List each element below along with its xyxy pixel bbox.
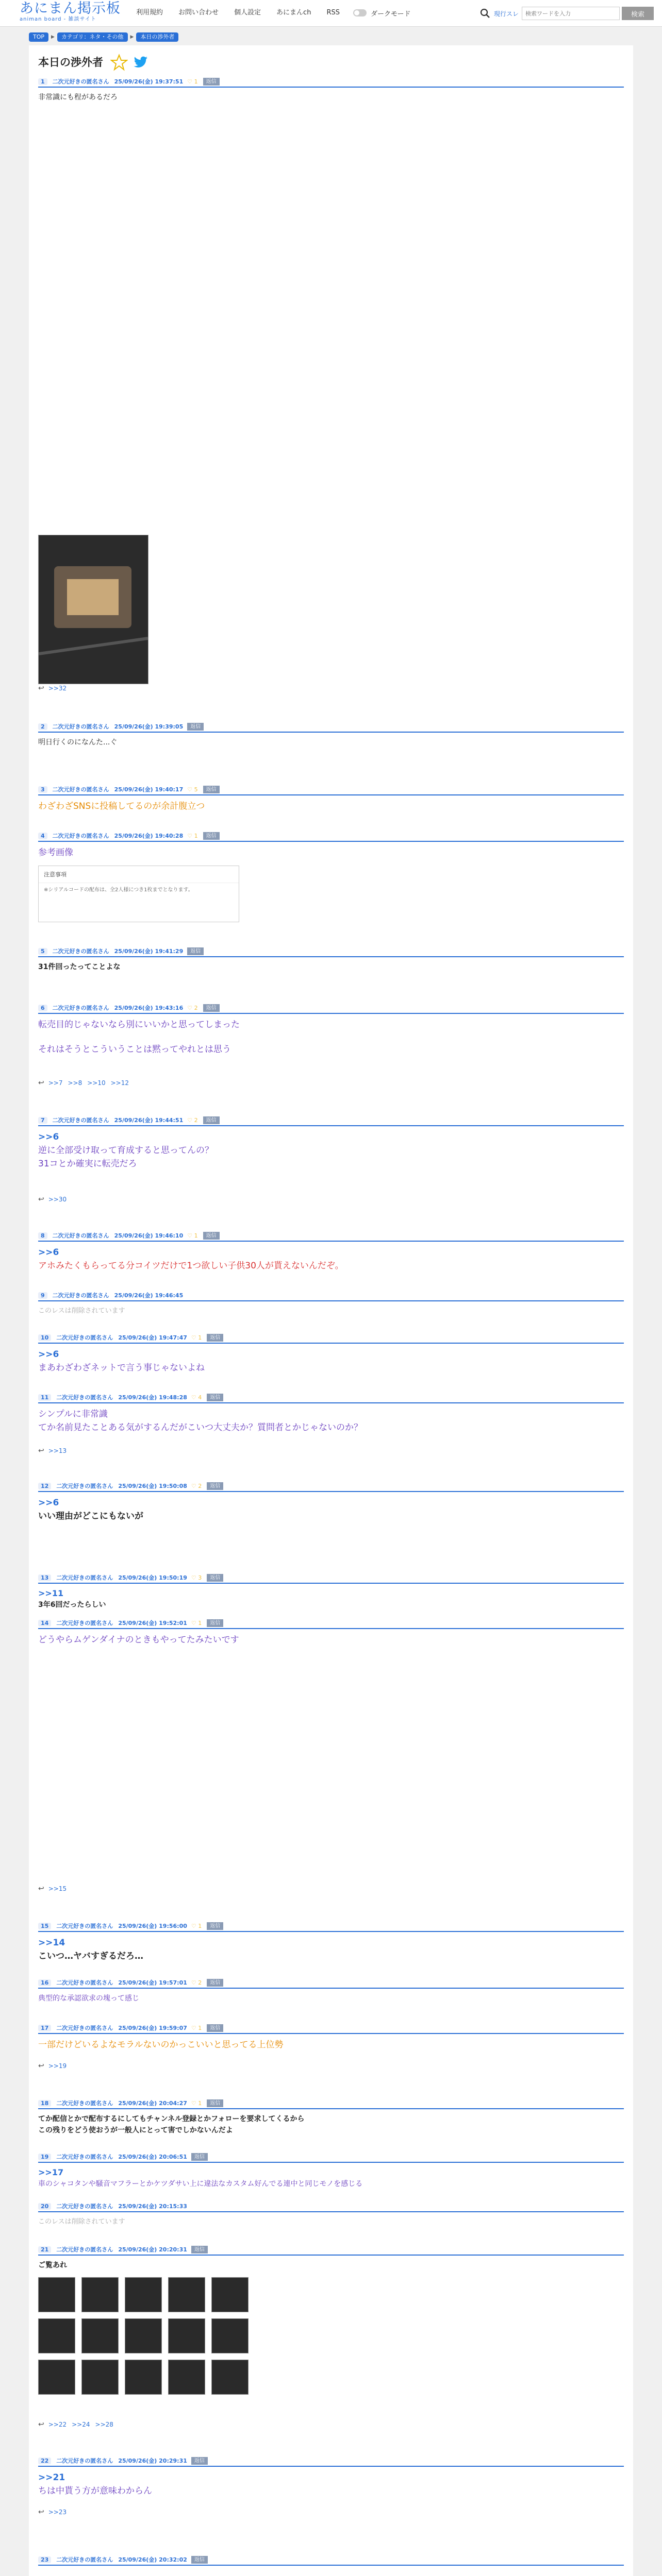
reference-image-notice[interactable] — [38, 866, 239, 922]
gallery-thumbnail[interactable] — [125, 2360, 162, 2395]
post-header — [38, 785, 624, 795]
post-author: 二次元好きの匿名さん — [56, 1620, 113, 1626]
like-icon[interactable]: ♡ 5 — [187, 786, 198, 793]
post-number[interactable]: 1 — [38, 78, 47, 85]
like-count: 2 — [194, 1004, 198, 1011]
post-3 — [38, 785, 624, 813]
like-count: 1 — [198, 1922, 202, 1929]
reply-arrow-icon: ↩ — [38, 1195, 44, 1204]
like-icon[interactable]: ♡ 1 — [191, 1922, 202, 1929]
post-body: 非常識にも程があるだろ — [38, 93, 118, 101]
post-author: 二次元好きの匿名さん — [56, 1483, 113, 1489]
reply-links — [38, 1447, 72, 1455]
post-body: どうやらムゲンダイナのときもやってたみたいです — [38, 1635, 239, 1645]
post-2 — [38, 722, 624, 748]
reply-arrow-icon: ↩ — [38, 2508, 44, 2516]
post-20 — [38, 2202, 624, 2228]
post-number[interactable]: 11 — [38, 1394, 51, 1401]
breadcrumb-current: 本日の渉外者 — [136, 32, 178, 42]
post-header — [38, 2024, 624, 2034]
post-anchor[interactable]: >>6 — [38, 1498, 59, 1508]
reply-link[interactable]: >>10 — [87, 1079, 106, 1087]
post-date: 25/09/26(金) 20:29:31 — [118, 2458, 187, 2464]
reply-links — [38, 1079, 134, 1087]
post-date: 25/09/26(金) 19:40:28 — [114, 833, 184, 839]
post-anchor[interactable]: >>17 — [38, 2167, 64, 2177]
post-number[interactable]: 6 — [38, 1005, 47, 1011]
post-date: 25/09/26(金) 19:48:28 — [118, 1394, 187, 1401]
post-date: 25/09/26(金) 20:32:02 — [118, 2556, 187, 2563]
post-header — [38, 832, 624, 842]
reply-arrow-icon: ↩ — [38, 1079, 44, 1087]
like-icon[interactable]: ♡ 4 — [191, 1394, 202, 1401]
like-count: 1 — [194, 1232, 198, 1239]
toggle-switch-icon[interactable] — [353, 9, 367, 16]
nav-contact[interactable]: お問い合わせ — [178, 9, 219, 16]
post-header — [38, 1978, 624, 1989]
notice-title: 注意事項 — [44, 871, 67, 878]
post-author: 二次元好きの匿名さん — [52, 1117, 109, 1124]
post-body: 一部だけどいるよなモラルないのかっこいいと思ってる上位勢 — [38, 2040, 284, 2050]
search-scope-select[interactable]: 現行スレ — [494, 10, 519, 18]
reply-links — [38, 1885, 72, 1893]
post-body: シンプルに非常識 — [38, 1409, 108, 1419]
post-body: 明日行くのになんた...ぐ — [38, 738, 118, 747]
like-icon[interactable]: ♡ 1 — [191, 1334, 202, 1341]
post-header — [38, 1333, 624, 1344]
reply-link[interactable]: >>19 — [48, 2062, 67, 2070]
gallery-thumbnail[interactable] — [125, 2318, 162, 2353]
post-header — [38, 1231, 624, 1242]
post-header — [38, 2099, 624, 2109]
reply-button[interactable]: 返信 — [203, 1232, 220, 1240]
post-number[interactable]: 10 — [38, 1334, 51, 1341]
like-count: 2 — [194, 1116, 198, 1124]
like-count: 2 — [198, 1979, 202, 1986]
post-number[interactable]: 4 — [38, 833, 47, 839]
post-5 — [38, 947, 624, 973]
post-anchor[interactable]: >>14 — [38, 1938, 65, 1948]
reply-link[interactable]: >>15 — [48, 1885, 67, 1892]
post-date: 25/09/26(金) 19:59:07 — [118, 2025, 187, 2031]
reply-link[interactable]: >>23 — [48, 2509, 67, 2516]
post-header — [38, 1393, 624, 1403]
post-15 — [38, 1922, 624, 1963]
gallery-thumbnail[interactable] — [81, 2318, 119, 2353]
gallery-thumbnail[interactable] — [81, 2277, 119, 2312]
post-author: 二次元好きの匿名さん — [52, 833, 109, 839]
post-header — [38, 77, 624, 88]
post-number[interactable]: 17 — [38, 2025, 51, 2031]
notice-body: ※シリアルコードの配布は、全2人様につき1枚までとなります。 — [39, 883, 239, 897]
post-header — [38, 1573, 624, 1584]
reply-button[interactable]: 返信 — [203, 78, 220, 86]
post-body: ご覧あれ — [38, 2261, 67, 2269]
post-header — [38, 1482, 624, 1492]
like-count: 2 — [198, 1482, 202, 1489]
post-anchor[interactable]: >>6 — [38, 1247, 59, 1258]
post-anchor[interactable]: >>6 — [38, 1132, 59, 1142]
reply-link[interactable]: >>28 — [95, 2421, 113, 2428]
nav-rss[interactable]: RSS — [326, 9, 340, 16]
reply-link[interactable]: >>22 — [48, 2421, 67, 2428]
post-17 — [38, 2024, 624, 2052]
post-date: 25/09/26(金) 19:52:01 — [118, 1620, 187, 1626]
reply-link[interactable]: >>7 — [48, 1079, 63, 1087]
post-21 — [38, 2245, 624, 2271]
post-header — [38, 722, 624, 733]
reply-link[interactable]: >>24 — [72, 2421, 90, 2428]
reply-button[interactable]: 返信 — [187, 947, 204, 955]
like-count: 3 — [198, 1574, 202, 1581]
gallery-thumbnail[interactable] — [168, 2360, 205, 2395]
post-date: 25/09/26(金) 19:40:17 — [114, 786, 184, 793]
post-22 — [38, 2456, 624, 2498]
reply-link[interactable]: >>8 — [68, 1079, 82, 1087]
post-date: 25/09/26(金) 19:43:16 — [114, 1005, 184, 1011]
post-number[interactable]: 9 — [38, 1292, 47, 1299]
post-header — [38, 1291, 624, 1301]
like-icon[interactable]: ♡ 2 — [187, 1116, 198, 1124]
post-number[interactable]: 2 — [38, 723, 47, 730]
post-date: 25/09/26(金) 20:15:33 — [118, 2203, 187, 2210]
like-icon[interactable]: ♡ 1 — [191, 1619, 202, 1626]
post-date: 25/09/26(金) 19:46:10 — [114, 1232, 184, 1239]
post-number[interactable]: 18 — [38, 2100, 51, 2107]
post-1 — [38, 77, 624, 103]
reply-button[interactable]: 返信 — [207, 2099, 223, 2107]
reply-button[interactable]: 返信 — [207, 1482, 223, 1490]
post-body: 3年6回だったらしい — [38, 1601, 106, 1609]
post-number[interactable]: 3 — [38, 786, 47, 793]
reply-button[interactable]: 返信 — [203, 832, 220, 840]
breadcrumb — [29, 32, 178, 42]
post-9 — [38, 1291, 624, 1317]
main-nav — [136, 7, 410, 19]
deleted-notice: このレスは削除されています — [38, 1307, 125, 1315]
post-19 — [38, 2153, 624, 2190]
reply-button[interactable]: 返信 — [207, 1619, 223, 1627]
post-number[interactable]: 5 — [38, 948, 47, 955]
post-date: 25/09/26(金) 20:04:27 — [118, 2100, 187, 2107]
reply-button[interactable]: 返信 — [207, 1979, 223, 1987]
reply-link[interactable]: >>32 — [48, 685, 67, 692]
reply-button[interactable]: 返信 — [207, 1574, 223, 1582]
reply-links — [38, 2508, 72, 2516]
photo-icon — [39, 535, 148, 684]
site-logo[interactable] — [20, 1, 138, 25]
post-date: 25/09/26(金) 20:06:51 — [118, 2154, 187, 2160]
post-author: 二次元好きの匿名さん — [52, 1005, 109, 1011]
reply-links — [38, 2420, 119, 2429]
chevron-right-icon: ▶ — [130, 35, 134, 40]
reply-arrow-icon: ↩ — [38, 1447, 44, 1455]
gallery-thumbnail[interactable] — [38, 2277, 75, 2312]
post-body: てか配信とかで配布するにしてもチャンネル登録とかフォローを要求してくるから — [38, 2115, 305, 2123]
post-date: 25/09/26(金) 19:47:47 — [118, 1334, 187, 1341]
gallery-thumbnail[interactable] — [211, 2318, 249, 2353]
reply-button[interactable]: 返信 — [207, 1922, 223, 1930]
post-body: 転売目的じゃないなら別にいいかと思ってしまった — [38, 1020, 240, 1030]
post-11 — [38, 1393, 624, 1434]
post-author: 二次元好きの匿名さん — [56, 2458, 113, 2464]
twitter-share-icon[interactable] — [133, 56, 148, 69]
site-header — [0, 0, 662, 27]
like-count: 1 — [198, 1619, 202, 1626]
favorite-star-icon[interactable] — [110, 54, 128, 71]
like-icon[interactable]: ♡ 1 — [187, 78, 198, 85]
post-body: ちは中貰う方が意味わからん — [38, 2486, 152, 2496]
like-count: 1 — [194, 78, 198, 85]
post-header — [38, 1922, 624, 1932]
post-author: 二次元好きの匿名さん — [56, 1923, 113, 1929]
post-body: 31件回ったってことよな — [38, 963, 121, 971]
like-count: 1 — [194, 832, 198, 839]
post-body: こいつ…ヤバすぎるだろ… — [38, 1951, 143, 1961]
gallery-thumbnail[interactable] — [38, 2318, 75, 2353]
thread-container — [29, 45, 633, 2576]
like-count: 5 — [194, 786, 198, 793]
reply-link[interactable]: >>30 — [48, 1196, 67, 1203]
post-date: 25/09/26(金) 19:41:29 — [114, 948, 184, 955]
post-body: 車のシャコタンや騒音マフラーとかケツダサい上に違法なカスタム好んでる連中と同じモノを感じる — [38, 2180, 363, 2188]
reply-button[interactable]: 返信 — [187, 723, 204, 731]
post-author: 二次元好きの匿名さん — [56, 1334, 113, 1341]
dark-mode-label: ダークモード — [370, 10, 411, 18]
breadcrumb-top[interactable]: TOP — [29, 32, 48, 42]
like-icon[interactable]: ♡ 3 — [191, 1574, 202, 1581]
reply-arrow-icon: ↩ — [38, 2062, 44, 2070]
like-icon[interactable]: ♡ 1 — [187, 832, 198, 839]
gallery-thumbnail[interactable] — [211, 2277, 249, 2312]
gallery-thumbnail[interactable] — [168, 2277, 205, 2312]
post-anchor[interactable]: >>6 — [38, 1349, 59, 1360]
thread-title-row — [38, 54, 148, 71]
post-author: 二次元好きの匿名さん — [56, 1574, 113, 1581]
post-8 — [38, 1231, 624, 1273]
post-author: 二次元好きの匿名さん — [56, 1394, 113, 1401]
search-bar — [479, 6, 654, 21]
logo-title: あにまん掲示板 — [20, 1, 121, 16]
page-title: 本日の渉外者 — [38, 56, 103, 69]
gallery-thumbnail[interactable] — [211, 2360, 249, 2395]
post-anchor[interactable]: >>11 — [38, 1588, 64, 1598]
post-number[interactable]: 15 — [38, 1923, 51, 1929]
post-number[interactable]: 7 — [38, 1117, 47, 1124]
post-header — [38, 1116, 624, 1126]
post-header — [38, 2202, 624, 2212]
post-date: 25/09/26(金) 19:50:08 — [118, 1483, 187, 1489]
search-button[interactable]: 検索 — [622, 7, 654, 20]
reply-button[interactable]: 返信 — [203, 786, 220, 793]
post-body-line2: それはそうとこういうことは黙ってやれとは思う — [38, 1044, 231, 1055]
post-number[interactable]: 14 — [38, 1620, 51, 1626]
post-16 — [38, 1978, 624, 2004]
post-body: アホみたくもらってる分コイツだけで1つ欲しい子供30人が貰えないんだぞ。 — [38, 1261, 344, 1271]
post-body: 逆に全部受け取って育成すると思ってんの？ — [38, 1145, 213, 1156]
reply-links — [38, 2062, 72, 2070]
reply-links — [38, 1195, 72, 1204]
reply-arrow-icon: ↩ — [38, 1885, 44, 1893]
like-icon[interactable]: ♡ 1 — [187, 1232, 198, 1239]
reply-link[interactable]: >>12 — [110, 1079, 129, 1087]
reply-button[interactable]: 返信 — [191, 2246, 208, 2253]
logo-subtitle: animan board - 雑談サイト — [20, 16, 96, 22]
post-header — [38, 2153, 624, 2163]
post-18 — [38, 2099, 624, 2136]
post-author: 二次元好きの匿名さん — [52, 1232, 109, 1239]
nav-animanch[interactable]: あにまんch — [276, 9, 311, 16]
reply-button[interactable]: 返信 — [191, 2556, 208, 2564]
post-author: 二次元好きの匿名さん — [56, 1979, 113, 1986]
post-header — [38, 947, 624, 957]
post-13 — [38, 1573, 624, 1611]
like-icon[interactable]: ♡ 2 — [187, 1004, 198, 1011]
like-icon[interactable]: ♡ 2 — [191, 1482, 202, 1489]
post-body-line2: てか名前見たことある気がするんだがこいつ大丈夫か？質問者とかじゃないのか？ — [38, 1422, 362, 1433]
post-header — [38, 2245, 624, 2256]
post-header — [38, 1619, 624, 1629]
post-body: 参考画像 — [38, 848, 73, 858]
reply-link[interactable]: >>13 — [48, 1447, 67, 1454]
post-author: 二次元好きの匿名さん — [52, 948, 109, 955]
deleted-notice: このレスは削除されています — [38, 2218, 125, 2226]
post-author: 二次元好きの匿名さん — [56, 2556, 113, 2563]
post-7 — [38, 1116, 624, 1171]
reply-button[interactable]: 返信 — [207, 1394, 223, 1401]
nav-settings[interactable]: 個人設定 — [234, 9, 261, 16]
post-header — [38, 2555, 624, 2566]
like-count: 4 — [198, 1394, 202, 1401]
post-body: いい理由がどこにもないが — [38, 1511, 143, 1521]
post-date: 25/09/26(金) 19:57:01 — [118, 1979, 187, 1986]
post-image-thumbnail[interactable] — [38, 535, 148, 684]
reply-button[interactable]: 返信 — [207, 1334, 223, 1342]
reply-arrow-icon: ↩ — [38, 2420, 44, 2429]
post-body: わざわざSNSに投稿してるのが余計腹立つ — [38, 801, 205, 811]
dark-mode-toggle[interactable] — [353, 7, 410, 19]
post-number[interactable]: 23 — [38, 2556, 51, 2563]
post-6 — [38, 1004, 624, 1056]
gallery-thumbnail[interactable] — [168, 2318, 205, 2353]
post-date: 25/09/26(金) 19:39:05 — [114, 723, 184, 730]
post-body: 典型的な承認欲求の塊って感じ — [38, 1994, 139, 2003]
post-anchor[interactable]: >>21 — [38, 2472, 65, 2483]
post-body: まあわざわざネットで言う事じゃないよね — [38, 1363, 205, 1373]
post-number[interactable]: 8 — [38, 1232, 47, 1239]
post-author: 二次元好きの匿名さん — [52, 78, 109, 85]
post-number[interactable]: 19 — [38, 2154, 51, 2160]
reply-button[interactable]: 返信 — [207, 2024, 223, 2032]
reply-button[interactable]: 返信 — [203, 1004, 220, 1012]
post-author: 二次元好きの匿名さん — [52, 786, 109, 793]
post-body-line2: この残りをどう使おうが一般人にとって害でしかないんだよ — [38, 2126, 233, 2134]
post-author: 二次元好きの匿名さん — [52, 723, 109, 730]
post-12 — [38, 1482, 624, 1523]
breadcrumb-category[interactable]: カテゴリ：ネタ・その他 — [57, 32, 128, 42]
reply-button[interactable]: 返信 — [191, 2153, 208, 2161]
post-23 — [38, 2555, 624, 2566]
post-number[interactable]: 12 — [38, 1483, 51, 1489]
gallery-thumbnail[interactable] — [38, 2360, 75, 2395]
post-14 — [38, 1619, 624, 1647]
reply-button[interactable]: 返信 — [203, 1116, 220, 1124]
chevron-right-icon: ▶ — [51, 35, 55, 40]
post-date: 25/09/26(金) 19:50:19 — [118, 1574, 187, 1581]
post-4 — [38, 832, 624, 859]
search-input[interactable] — [522, 7, 620, 20]
post-number[interactable]: 20 — [38, 2203, 51, 2210]
nav-terms[interactable]: 利用規約 — [136, 9, 163, 16]
post-date: 25/09/26(金) 19:44:51 — [114, 1117, 184, 1124]
like-icon[interactable]: ♡ 1 — [191, 2024, 202, 2031]
reply-links — [38, 684, 72, 692]
image-gallery — [38, 2277, 255, 2401]
like-count: 1 — [198, 2099, 202, 2107]
like-icon[interactable]: ♡ 1 — [191, 2099, 202, 2107]
post-author: 二次元好きの匿名さん — [52, 1292, 109, 1299]
post-number[interactable]: 16 — [38, 1979, 51, 1986]
post-author: 二次元好きの匿名さん — [56, 2154, 113, 2160]
post-number[interactable]: 22 — [38, 2458, 51, 2464]
post-date: 25/09/26(金) 19:37:51 — [114, 78, 184, 85]
like-count: 1 — [198, 1334, 202, 1341]
post-date: 25/09/26(金) 19:46:45 — [114, 1292, 184, 1299]
post-author: 二次元好きの匿名さん — [56, 2100, 113, 2107]
post-header — [38, 1004, 624, 1014]
post-author: 二次元好きの匿名さん — [56, 2025, 113, 2031]
post-10 — [38, 1333, 624, 1375]
post-author: 二次元好きの匿名さん — [56, 2203, 113, 2210]
like-icon[interactable]: ♡ 2 — [191, 1979, 202, 1986]
search-icon — [479, 8, 491, 19]
gallery-thumbnail[interactable] — [125, 2277, 162, 2312]
post-date: 25/09/26(金) 20:20:31 — [118, 2246, 187, 2253]
post-body-line2: 31コとか確実に転売だろ — [38, 1159, 137, 1169]
like-count: 1 — [198, 2024, 202, 2031]
reply-arrow-icon: ↩ — [38, 684, 44, 692]
post-author: 二次元好きの匿名さん — [56, 2246, 113, 2253]
post-number[interactable]: 21 — [38, 2246, 51, 2253]
post-date: 25/09/26(金) 19:56:00 — [118, 1923, 187, 1929]
post-number[interactable]: 13 — [38, 1574, 51, 1581]
post-header — [38, 2456, 624, 2467]
reply-button[interactable]: 返信 — [191, 2457, 208, 2465]
gallery-thumbnail[interactable] — [81, 2360, 119, 2395]
